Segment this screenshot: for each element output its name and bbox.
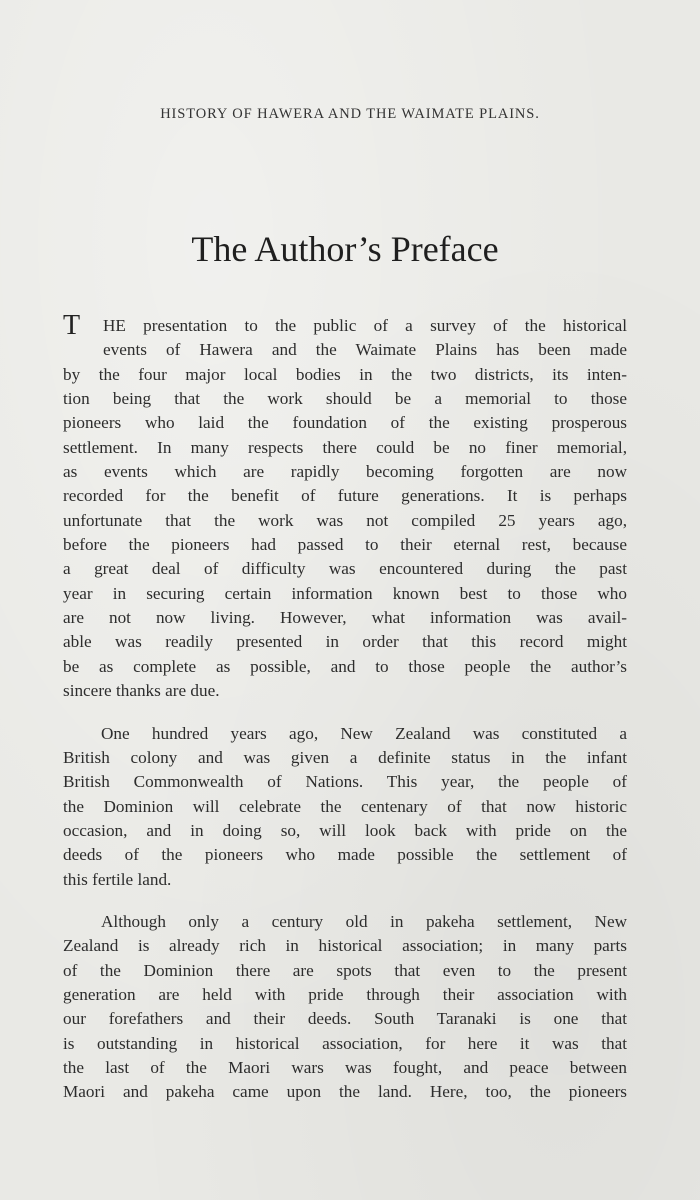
paragraph-2 bbox=[63, 722, 627, 892]
text-line: our forefathers and their deeds. South Taranaki is one that bbox=[63, 1009, 627, 1029]
text-line: sincere thanks are due. bbox=[63, 681, 220, 701]
text-line bbox=[63, 310, 627, 341]
line-text: HE presentation to the public of a survey of the historical bbox=[103, 316, 627, 335]
text-line: unfortunate that the work was not compiled 25 years ago, bbox=[63, 510, 627, 530]
text-line: deeds of the pioneers who made possible the settlement of bbox=[63, 845, 627, 865]
text-line: recorded for the benefit of future generations. It is perhaps bbox=[63, 486, 627, 506]
text-line: the Dominion will celebrate the centenary of that now historic bbox=[63, 796, 627, 816]
text-line: generation are held with pride through their association with bbox=[63, 984, 627, 1004]
text-line: is outstanding in historical association, for here it was that bbox=[63, 1033, 627, 1053]
text-line: able was readily presented in order that this record might bbox=[63, 632, 627, 652]
text-line: tion being that the work should be a memorial to those bbox=[63, 389, 627, 409]
text-line: a great deal of difficulty was encountered during the past bbox=[63, 559, 627, 579]
text-line: settlement. In many respects there could be no finer memorial, bbox=[63, 437, 627, 457]
paragraph-3 bbox=[63, 910, 627, 1105]
text-line: be as complete as possible, and to those people the author’s bbox=[63, 656, 627, 676]
text-line: Although only a century old in pakeha settlement, New bbox=[101, 911, 627, 931]
text-line: are not now living. However, what information was avail- bbox=[63, 608, 627, 628]
text-line: British colony and was given a definite status in the infant bbox=[63, 747, 627, 767]
paragraph-1 bbox=[63, 310, 627, 704]
text-line: this fertile land. bbox=[63, 869, 172, 889]
page-title: The Author’s Preface bbox=[191, 229, 499, 269]
text-line: year in securing certain information known best to those who bbox=[63, 583, 627, 603]
drop-cap: T bbox=[63, 310, 81, 341]
text-line: before the pioneers had passed to their eternal rest, because bbox=[63, 535, 627, 555]
text-line: of the Dominion there are spots that even to the present bbox=[63, 960, 627, 980]
text-line: by the four major local bodies in the two districts, its inten- bbox=[63, 364, 627, 384]
text-line: Zealand is already rich in historical association; in many parts bbox=[63, 936, 627, 956]
text-line: pioneers who laid the foundation of the existing prosperous bbox=[63, 413, 627, 433]
text-line: British Commonwealth of Nations. This year, the people of bbox=[63, 772, 627, 792]
text-line: as events which are rapidly becoming forgotten are now bbox=[63, 462, 627, 482]
text-line: One hundred years ago, New Zealand was constituted a bbox=[101, 723, 627, 743]
running-head: HISTORY OF HAWERA AND THE WAIMATE PLAINS. bbox=[160, 106, 540, 122]
text-line: the last of the Maori wars was fought, and peace between bbox=[63, 1057, 627, 1077]
preface-body bbox=[63, 310, 627, 1123]
text-line: occasion, and in doing so, will look back with pride on the bbox=[63, 820, 627, 840]
text-line: events of Hawera and the Waimate Plains has been made bbox=[103, 340, 627, 360]
text-line: Maori and pakeha came upon the land. Here, too, the pioneers bbox=[63, 1082, 627, 1102]
